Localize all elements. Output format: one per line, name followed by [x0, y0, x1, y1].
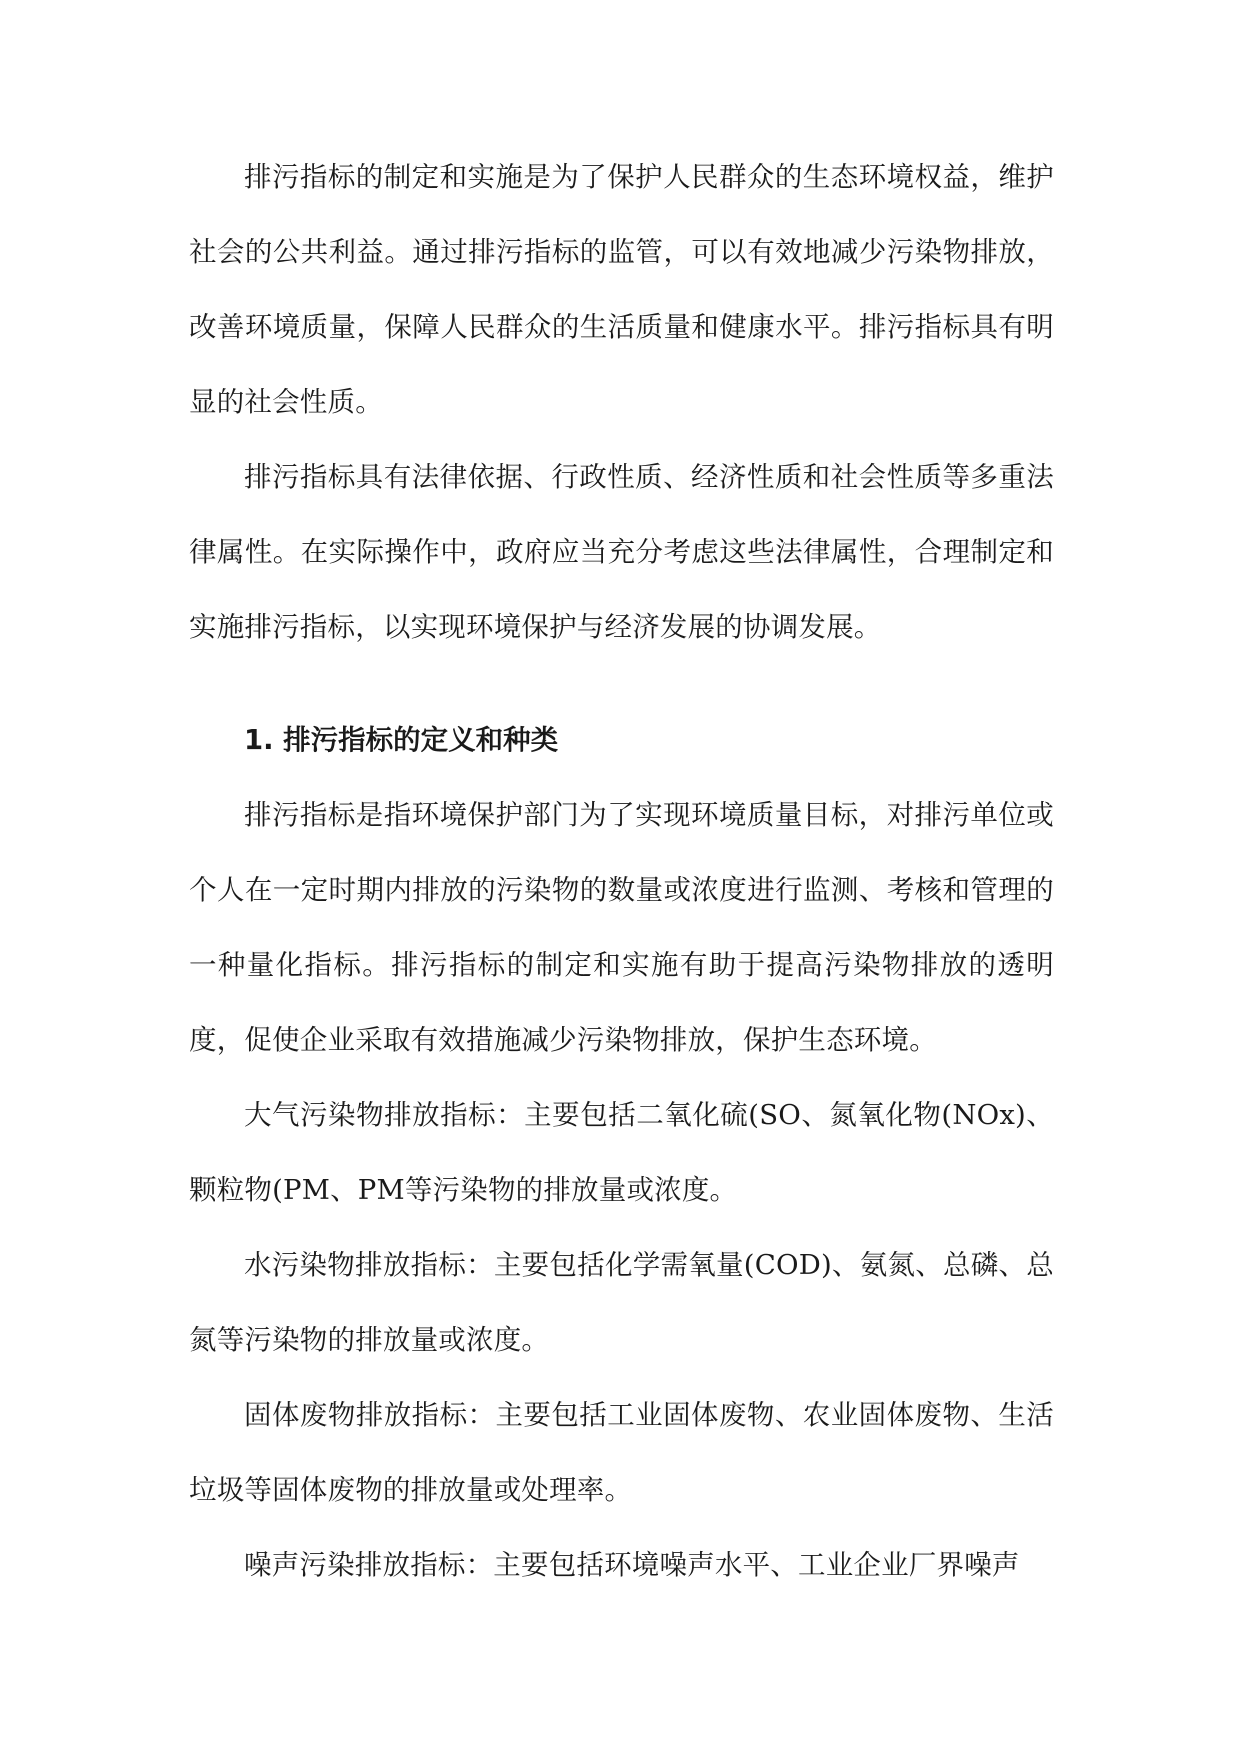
paragraph: 固体废物排放指标：主要包括工业固体废物、农业固体废物、生活垃圾等固体废物的排放量或处理率。 — [189, 1399, 1054, 1506]
section-heading: 1. 排污指标的定义和种类 — [244, 724, 559, 756]
document-body — [189, 140, 1054, 1603]
paragraph: 水污染物排放指标：主要包括化学需氧量(COD)、氨氮、总磷、总氮等污染物的排放量或浓度。 — [189, 1249, 1054, 1356]
paragraph: 噪声污染排放指标：主要包括环境噪声水平、工业企业厂界噪声 — [244, 1549, 1020, 1581]
paragraph: 排污指标的制定和实施是为了保护人民群众的生态环境权益，维护社会的公共利益。通过排污指标的监管，可以有效地减少污染物排放，改善环境质量，保障人民群众的生活质量和健康水平。排污指标具有明显的社会性质。 — [189, 161, 1054, 418]
paragraph: 排污指标具有法律依据、行政性质、经济性质和社会性质等多重法律属性。在实际操作中，政府应当充分考虑这些法律属性，合理制定和实施排污指标，以实现环境保护与经济发展的协调发展。 — [189, 461, 1054, 643]
paragraph: 排污指标是指环境保护部门为了实现环境质量目标，对排污单位或个人在一定时期内排放的污染物的数量或浓度进行监测、考核和管理的一种量化指标。排污指标的制定和实施有助于提高污染物排放的透明度，促使企业采取有效措施减少污染物排放，保护生态环境。 — [189, 799, 1054, 1056]
paragraph: 大气污染物排放指标：主要包括二氧化硫(SO、氮氧化物(NOx)、颗粒物(PM、PM等污染物的排放量或浓度。 — [189, 1099, 1054, 1206]
